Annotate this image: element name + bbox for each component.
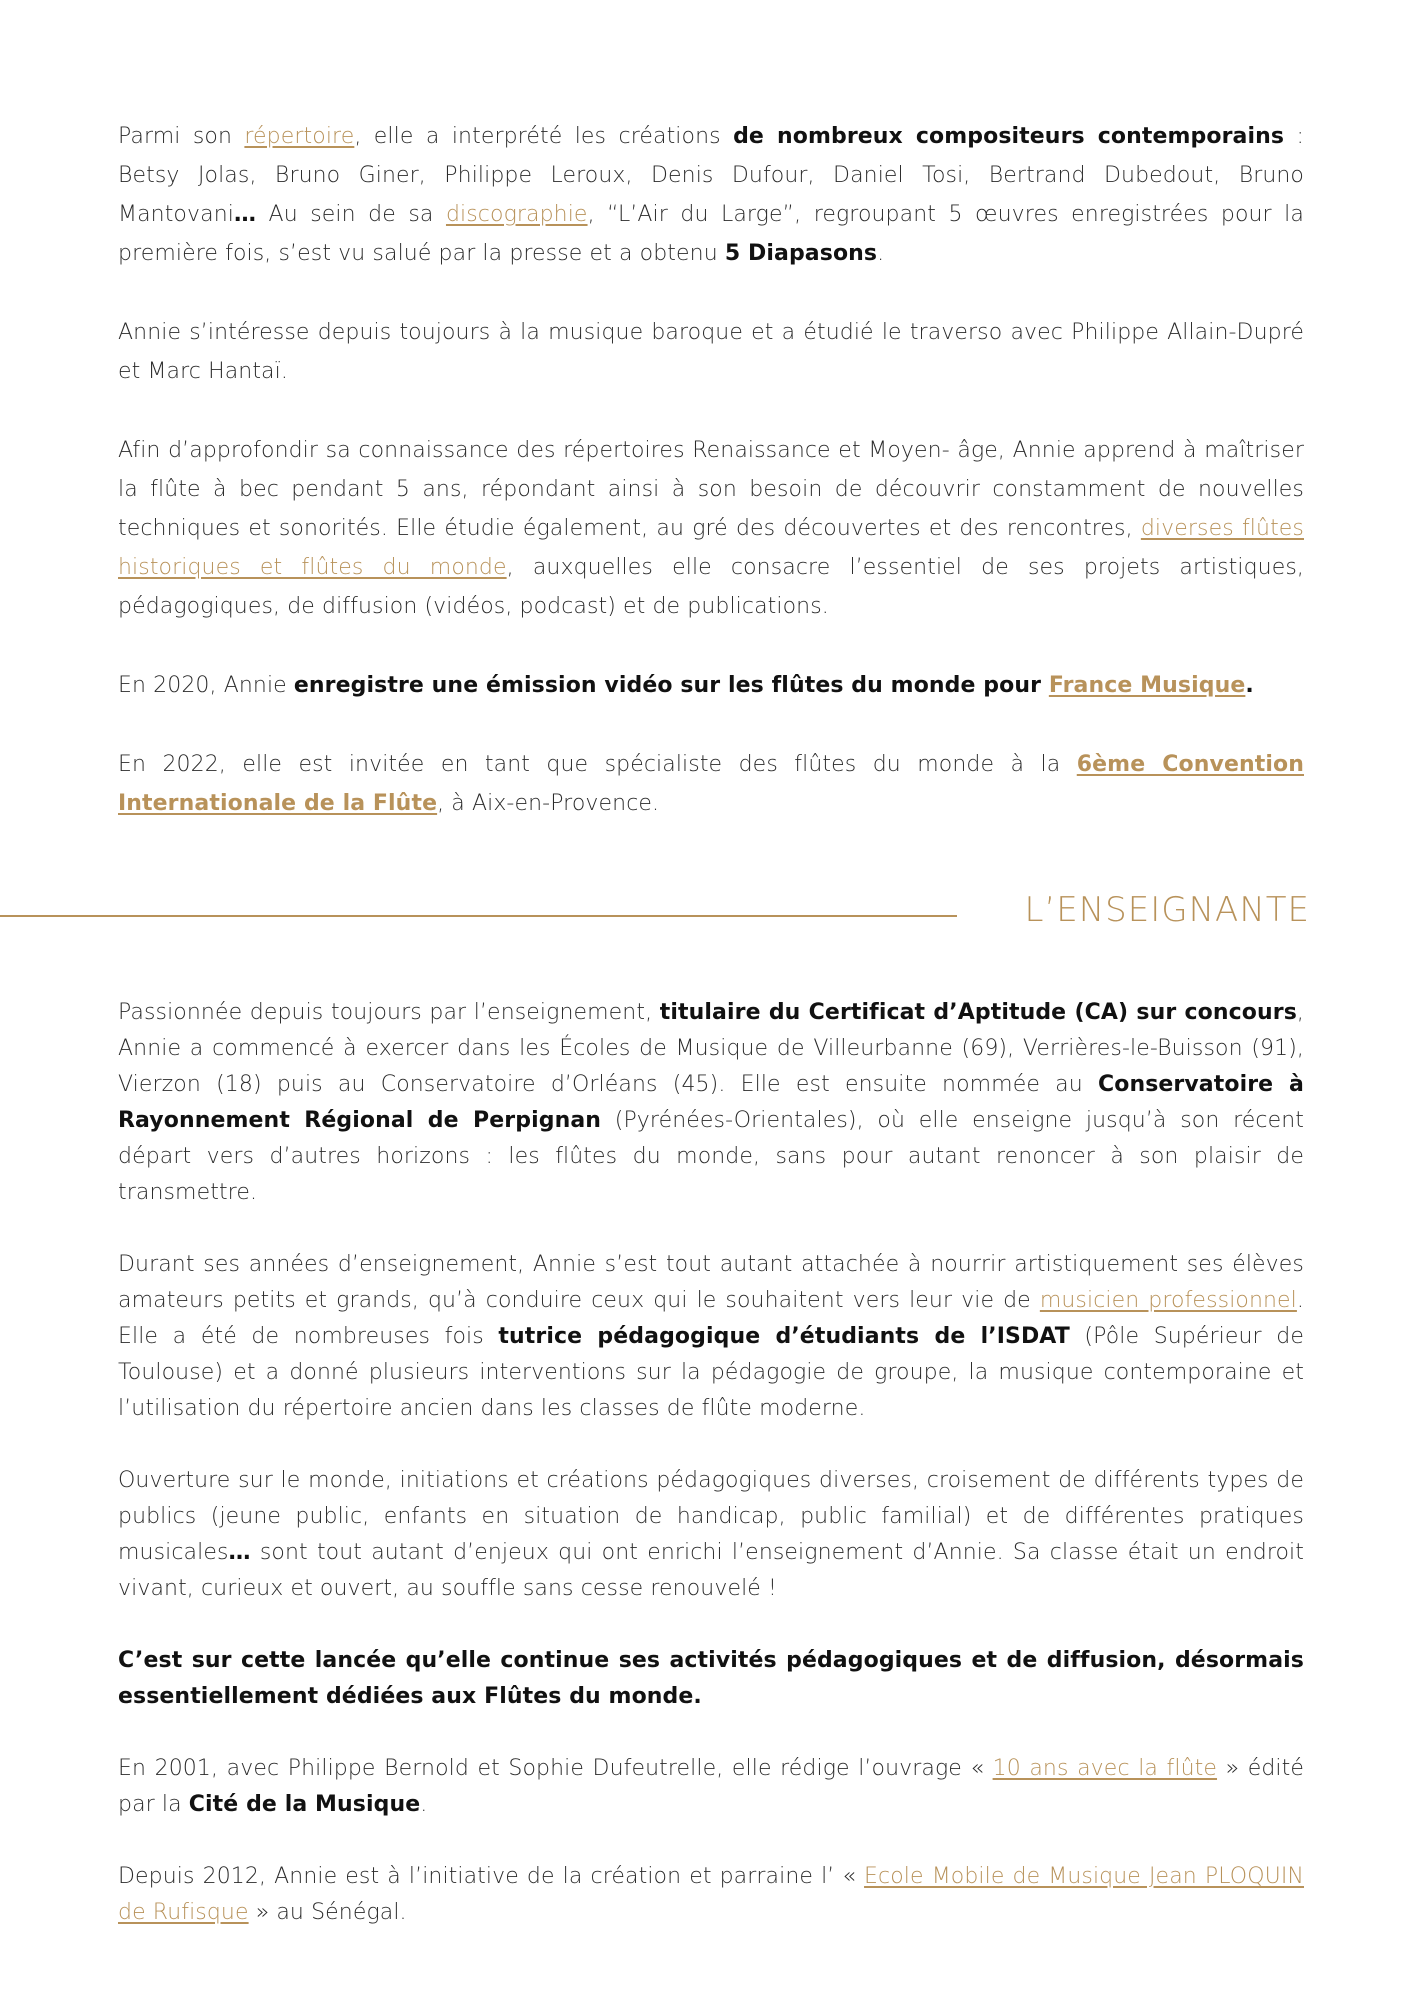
text: Parmi son xyxy=(118,124,245,149)
text: : Betsy Jolas, Bruno Giner, Philippe Leroux, Denis Dufour, Daniel Tosi, Bertrand Dubedout, Bruno Mantovani xyxy=(118,124,1305,227)
bold-ca: titulaire du Certificat d’Aptitude (CA) sur concours xyxy=(659,1000,1297,1025)
bold-diapasons: 5 Diapasons xyxy=(724,241,878,266)
bold-dot: . xyxy=(1245,673,1254,698)
bold-lancee: C’est sur cette lancée qu’elle continue ses activités pédagogiques et de diffusion, désormais essentiellement dédiées aux Flûtes du monde. xyxy=(118,1648,1304,1709)
section-heading: L’ENSEIGNANTE xyxy=(1024,890,1310,930)
text: En 2022, elle est invitée en tant que spécialiste des flûtes du monde à la xyxy=(118,752,1077,777)
heading-divider xyxy=(0,915,957,917)
text: . Elle a été de nombreuses fois xyxy=(118,1288,1304,1349)
link-discographie[interactable]: discographie xyxy=(445,202,588,227)
text: . xyxy=(877,241,885,266)
bold-cite-musique: Cité de la Musique xyxy=(188,1792,421,1817)
text: Ouverture sur le monde, initiations et créations pédagogiques diverses, croisement de différents types de publics (jeune public, enfants en situation de handicap, public familial) et de différentes pratiques musicales xyxy=(118,1468,1304,1565)
bold-ellipsis: … xyxy=(228,1540,251,1565)
text: Passionnée depuis toujours par l’enseignement, xyxy=(118,1000,660,1025)
text: , à Aix-en-Provence. xyxy=(437,791,660,816)
text: Depuis 2012, Annie est à l’initiative de la création et parraine l’ « xyxy=(118,1864,865,1889)
text: . xyxy=(420,1792,428,1817)
text: , auxquelles elle consacre l’essentiel de ses projets artistiques, pédagogiques, de diffusion (vidéos, podcast) et de publications. xyxy=(118,555,1304,619)
link-convention-text: 6ème Convention Internationale de la Flûte xyxy=(118,752,1304,816)
link-repertoire[interactable]: répertoire xyxy=(244,124,355,149)
bold-tutrice: tutrice pédagogique d’étudiants de l’ISDAT xyxy=(498,1324,1070,1349)
link-france-musique[interactable] xyxy=(1049,673,1246,698)
text: Afin d’approfondir sa connaissance des répertoires Renaissance et Moyen- âge, Annie apprend à maîtriser la flûte à bec pendant 5 ans, répondant ainsi à son besoin de découvrir constamment de nouvelles techniques et sonorités. Elle étudie également, au gré des découvertes et des rencontres, xyxy=(118,438,1304,541)
bold-composers: de nombreux compositeurs contemporains xyxy=(733,124,1285,149)
text: , elle a interprété les créations xyxy=(354,124,734,149)
paragraph-renaissance xyxy=(118,431,1304,626)
paragraph-france-musique xyxy=(118,666,1304,705)
text: Durant ses années d’enseignement, Annie s’est tout autant attachée à nourrir artistiquement ses élèves amateurs petits et grands, qu’à conduire ceux qui le souhaitent vers leur vie de xyxy=(118,1252,1304,1313)
bold-crr: Conservatoire à Rayonnement Régional de Perpignan xyxy=(118,1072,1305,1133)
text: » édité par la xyxy=(118,1756,1304,1817)
paragraph-ouvrage xyxy=(118,1751,1304,1823)
paragraph-baroque: Annie s’intéresse depuis toujours à la musique baroque et a étudié le traverso avec Philippe Allain-Dupré et Marc Hantaï. xyxy=(118,320,1304,384)
paragraph-eleves xyxy=(118,1247,1304,1427)
section-heading-row xyxy=(0,880,1414,940)
text: , Annie a commencé à exercer dans les Écoles de Musique de Villeurbanne (69), Verrières-le-Buisson (91), Vierzon (18) puis au Conservatoire d’Orléans (45). Elle est ensuite nommée au xyxy=(118,1000,1304,1097)
paragraph-convention xyxy=(118,745,1304,823)
link-flutes-historiques[interactable]: diverses flûtes historiques et flûtes du monde xyxy=(118,516,1304,580)
paragraph-enseignement xyxy=(118,995,1304,1211)
link-10-ans-avec-la-flute[interactable]: 10 ans avec la flûte xyxy=(992,1756,1218,1781)
link-ecole-mobile[interactable]: Ecole Mobile de Musique Jean PLOQUIN de Rufisque xyxy=(118,1864,1304,1925)
text: En 2001, avec Philippe Bernold et Sophie Dufeutrelle, elle rédige l’ouvrage « xyxy=(118,1756,993,1781)
text: Au sein de sa xyxy=(256,202,446,227)
paragraph-lancee xyxy=(118,1643,1304,1715)
text: (Pyrénées-Orientales), où elle enseigne jusqu’à son récent départ vers d’autres horizons : les flûtes du monde, sans pour autant renoncer à son plaisir de transmettre. xyxy=(118,1108,1304,1205)
text: » au Sénégal. xyxy=(248,1900,407,1925)
link-musicien-professionnel[interactable]: musicien professionnel xyxy=(1039,1288,1297,1313)
text: sont tout autant d’enjeux qui ont enrichi l’enseignement d’Annie. Sa classe était un endroit vivant, curieux et ouvert, au souffle sans cesse renouvelé ! xyxy=(118,1540,1304,1601)
section-enseignante xyxy=(118,995,1304,1931)
paragraph-repertoire xyxy=(118,117,1304,273)
text: (Pôle Supérieur de Toulouse) et a donné plusieurs interventions sur la pédagogie de groupe, la musique contemporaine et l’utilisation du répertoire ancien dans les classes de flûte moderne. xyxy=(118,1324,1304,1421)
bold-emission: enregistre une émission vidéo sur les flûtes du monde pour xyxy=(293,673,1049,698)
text: En 2020, Annie xyxy=(118,673,294,698)
link-france-musique-text: France Musique xyxy=(1048,673,1246,698)
paragraph-ouverture xyxy=(118,1463,1304,1607)
text: , “L’Air du Large”, regroupant 5 œuvres enregistrées pour la première fois, s’est vu salué par la presse et a obtenu xyxy=(118,202,1304,266)
section-artiste xyxy=(118,117,1304,823)
paragraph-senegal xyxy=(118,1859,1304,1931)
bold-ellipsis: … xyxy=(233,202,257,227)
